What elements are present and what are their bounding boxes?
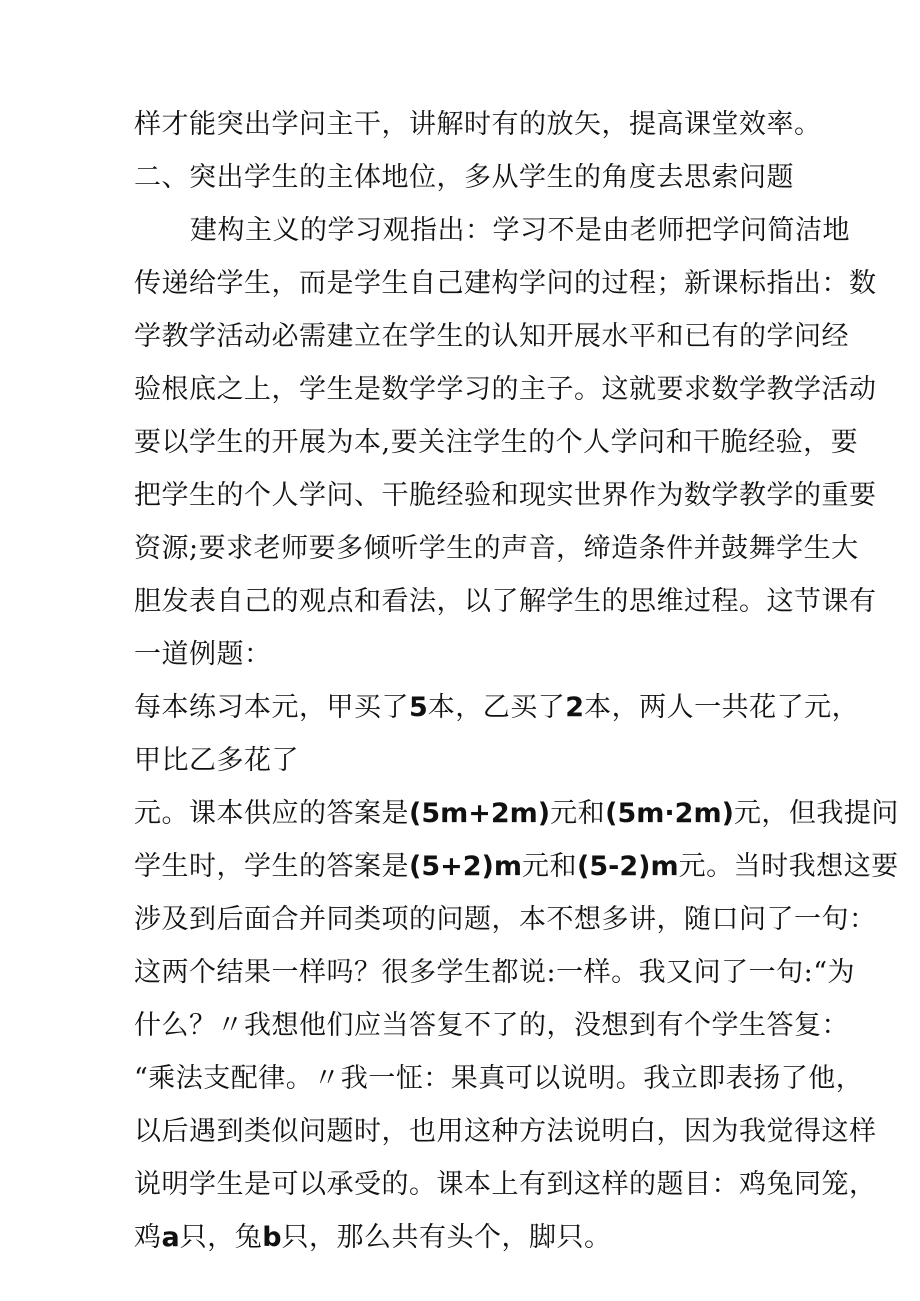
text-run: 学生时，学生的答案是 bbox=[134, 851, 409, 882]
text-run: 只，兔 bbox=[179, 1222, 263, 1253]
paragraph-line-5: 学教学活动必需建立在学生的认知开展水平和已有的学问经 bbox=[134, 321, 849, 352]
paragraph-line-11: 一道例题： bbox=[134, 639, 272, 670]
paragraph-line-16: 涉及到后面合并同类项的问题，本不想多讲，随口问了一句： bbox=[134, 904, 877, 935]
section-heading: 二、突出学生的主体地位，多从学生的角度去思索问题 bbox=[134, 162, 794, 193]
text-run: 本，乙买了 bbox=[427, 692, 566, 723]
paragraph-line-3: 建构主义的学习观指出：学习不是由老师把学问简洁地 bbox=[190, 215, 850, 246]
paragraph-line-17: 这两个结果一样吗？很多学生都说:一样。我又问了一句:“为 bbox=[134, 957, 855, 988]
text-run: 元。当时我想这要 bbox=[678, 851, 899, 882]
paragraph-line-9: 资源;要求老师要多倾听学生的声音，缔造条件并鼓舞学生大 bbox=[134, 533, 859, 564]
paragraph-line-8: 把学生的个人学问、干脆经验和现实世界作为数学教学的重要 bbox=[134, 480, 877, 511]
formula-run: (5+2)m bbox=[409, 851, 523, 882]
formula-run: (5m+2m) bbox=[409, 798, 551, 829]
paragraph-line-4: 传递给学生，而是学生自己建构学问的过程；新课标指出：数 bbox=[134, 268, 877, 299]
paragraph-line-10: 胆发表自己的观点和看法，以了解学生的思维过程。这节课有 bbox=[134, 586, 877, 617]
text-run: 只，那么共有头个，脚只。 bbox=[281, 1222, 612, 1253]
text-run: 鸡 bbox=[134, 1222, 162, 1253]
paragraph-line-7: 要以学生的开展为本,要关注学生的个人学问和干脆经验，要 bbox=[134, 427, 859, 458]
paragraph-line-22 bbox=[134, 1218, 612, 1258]
text-run: 元和 bbox=[550, 798, 606, 829]
number-run: 2 bbox=[565, 692, 585, 723]
text-run: 每本练习本元，甲买了 bbox=[134, 692, 409, 723]
text-run: 元和 bbox=[522, 851, 578, 882]
paragraph-line-20: 以后遇到类似问题时，也用这种方法说明白，因为我觉得这样 bbox=[134, 1116, 877, 1147]
paragraph-line-21: 说明学生是可以承受的。课本上有到这样的题目：鸡兔同笼， bbox=[134, 1169, 877, 1200]
text-run: 本，两人一共花了元， bbox=[584, 692, 860, 723]
number-run: 5 bbox=[409, 692, 428, 723]
formula-run: (5m·2m) bbox=[605, 798, 734, 829]
text-run: 元，但我提问 bbox=[733, 798, 899, 829]
paragraph-line-6: 验根底之上，学生是数学学习的主子。这就要求数学教学活动 bbox=[134, 374, 877, 405]
variable-run: b bbox=[262, 1222, 282, 1253]
example-line-2: 甲比乙多花了 bbox=[134, 745, 299, 776]
answer-line-2 bbox=[134, 847, 899, 887]
paragraph-line-19: “乘法支配律。〃我一怔：果真可以说明。我立即表扬了他， bbox=[134, 1063, 864, 1094]
answer-line-1 bbox=[134, 794, 899, 834]
formula-run: (5-2)m bbox=[577, 851, 679, 882]
paragraph-line-18: 什么？〃我想他们应当答复不了的，没想到有个学生答复： bbox=[134, 1010, 849, 1041]
variable-run: a bbox=[161, 1222, 180, 1253]
text-run: 元。课本供应的答案是 bbox=[134, 798, 409, 829]
example-line-1 bbox=[134, 688, 859, 728]
paragraph-line-1: 样才能突出学问主干，讲解时有的放矢，提高课堂效率。 bbox=[134, 109, 822, 140]
